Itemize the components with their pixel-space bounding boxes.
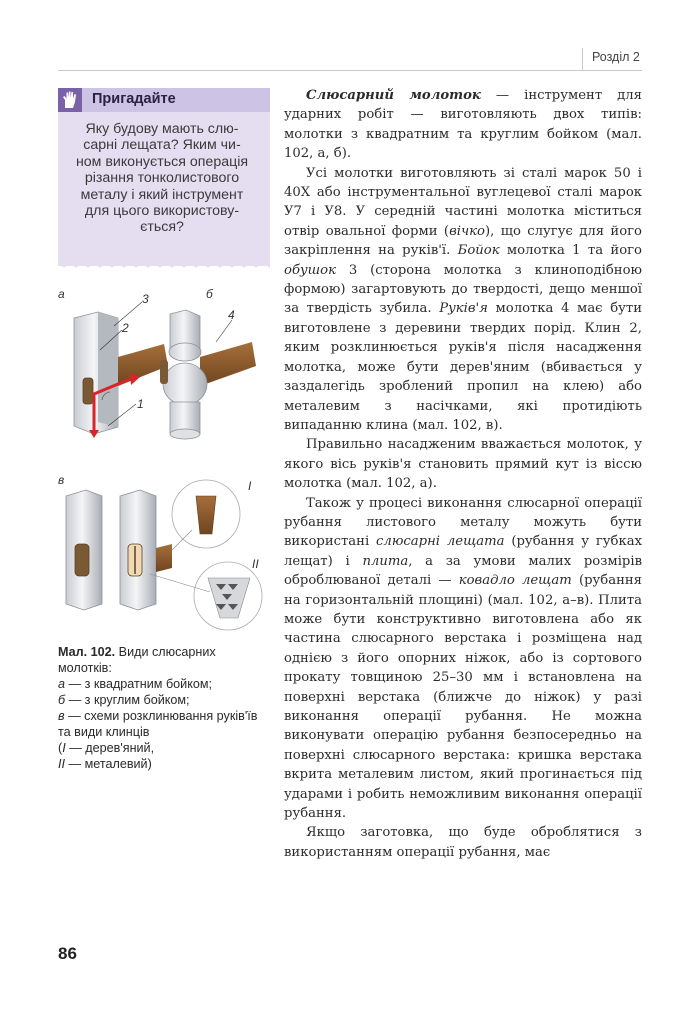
section-label: Розділ 2	[592, 50, 640, 64]
paragraph-text: (рубання у губках лещат) і	[284, 534, 642, 569]
term-plate: плита	[362, 553, 409, 569]
remember-line: металу і який інструмент	[80, 186, 244, 203]
page-number: 86	[58, 944, 77, 963]
caption-key: II	[58, 757, 65, 771]
term-rukiv: Руків'я	[439, 301, 488, 317]
header-rule	[58, 70, 642, 71]
caption-item: — з круглим бойком;	[65, 693, 190, 707]
caption-key: в	[58, 709, 65, 723]
paragraph-text: (рубання на горизонтальній площині) (мал. 102, а–в). Плита може бути конструктивно виготовлена або як частина слюсарного верстака і розміщена над однією з його опорних ніжок, або із сортового прокату товщиною 25–30 мм і встановлена на поверхні верстака (ближче до ніжок) у разі виконання операції рубання. Не можна виконувати операцію рубання безпосередньо на поверхні слюсарного верстака: кришка верстака вкрита металевим листом, який прогинається під ударами і робить неможливим виконання операції рубання.	[284, 573, 642, 822]
remember-zigzag-edge	[58, 258, 270, 268]
round-hammer-illustration	[160, 310, 256, 439]
callout-4: 4	[228, 308, 235, 322]
caption-title-rest: Види слюсарних молотків:	[58, 645, 216, 675]
paragraph-text: Також у процесі виконання слюсарної операції рубання листового металу можуть бути використані	[284, 495, 642, 550]
paragraph-text: 3 (сторона молотка з клиноподібною формою) загартовують до твердості, дещо меншої за твердість зубила.	[284, 262, 642, 317]
paragraph-text: молотка 1 та його	[499, 243, 642, 259]
paragraph-text: Усі молотки виготовляють зі сталі марок 50 і 40Х або інструментальної вуглецевої сталі марок У7 і У8. У середній частині молотка міститься отвір овальної форми (	[284, 165, 642, 239]
paragraph: Якщо заготовка, що буде оброблятися з використанням операції рубання, має	[284, 825, 642, 860]
caption-item: — з квадратним бойком;	[65, 677, 213, 691]
remember-box	[58, 88, 270, 266]
header-separator	[582, 48, 583, 70]
term-anvil: ковадло лещат	[458, 573, 572, 589]
remember-line: для цього використову-	[84, 203, 240, 220]
paragraph-text: , а за умови малих розмірів оброблюваної деталі —	[284, 553, 642, 589]
hammer-figure	[58, 282, 270, 642]
figure-caption	[58, 644, 270, 772]
term-vise: слюсарні лещата	[376, 534, 505, 550]
figure-label-a: а	[58, 287, 65, 301]
term-hammer: Слюсарний молоток	[306, 88, 481, 103]
paragraph	[284, 164, 642, 436]
paragraph: Правильно насадженим вважається молоток, у якого вісь руків'я становить прямий кут із віссю молотка (мал. 102, а).	[284, 437, 642, 492]
callout-2: 2	[122, 321, 129, 335]
caption-key: I	[62, 741, 66, 755]
caption-key: б	[58, 693, 66, 707]
remember-header	[58, 88, 270, 112]
term-boyok: Бойок	[457, 243, 500, 259]
caption-item: — схеми розклинювання руків'їв та види клинців	[58, 709, 258, 739]
figure-label-b: б	[206, 287, 213, 301]
caption-paren: (	[58, 741, 63, 755]
remember-line: Яку будову мають слю-	[85, 121, 239, 137]
main-text	[284, 86, 642, 862]
hand-icon	[58, 88, 82, 112]
wedging-scheme-illustration	[66, 480, 262, 630]
callout-I: I	[248, 479, 252, 493]
paragraph-text: ), що слугує для його закріплення на руків'ї.	[284, 223, 642, 259]
term-vichko: вічко	[449, 223, 485, 239]
remember-line: ном виконується операція	[75, 153, 249, 170]
term-obushok: обушок	[284, 262, 336, 278]
caption-title: Мал. 102.	[58, 645, 116, 659]
caption-item: — металевий)	[65, 757, 152, 771]
paragraph	[284, 86, 642, 164]
remember-question	[64, 121, 260, 236]
remember-line: сарні лещата? Яким чи-	[83, 137, 241, 154]
caption-item: — дерев'яний,	[65, 741, 155, 755]
callout-3: 3	[142, 292, 149, 306]
paragraph-text: молотка 4 має бути виготовлене з деревини твердих порід. Клин 2, яким розклинюється руків'я після насадження молотка, може бути дерев'яним (вбивається у заздалегідь зроблений пропил на клею) або металевим з насічками, які протидіють випаданню клина (мал. 102, в).	[284, 301, 642, 433]
remember-line: ється?	[140, 219, 184, 236]
paragraph	[284, 494, 642, 824]
caption-key: а	[58, 677, 66, 691]
figure-label-v: в	[58, 473, 65, 487]
callout-II: II	[252, 557, 259, 571]
remember-title: Пригадайте	[92, 91, 176, 107]
remember-line: різання тонколистового	[84, 170, 240, 187]
paragraph-text: — інструмент для ударних робіт — виготовляють двох типів: молотки з квадратним та круглим бойком (мал. 102, а, б).	[284, 88, 642, 162]
callout-1: 1	[137, 397, 144, 411]
